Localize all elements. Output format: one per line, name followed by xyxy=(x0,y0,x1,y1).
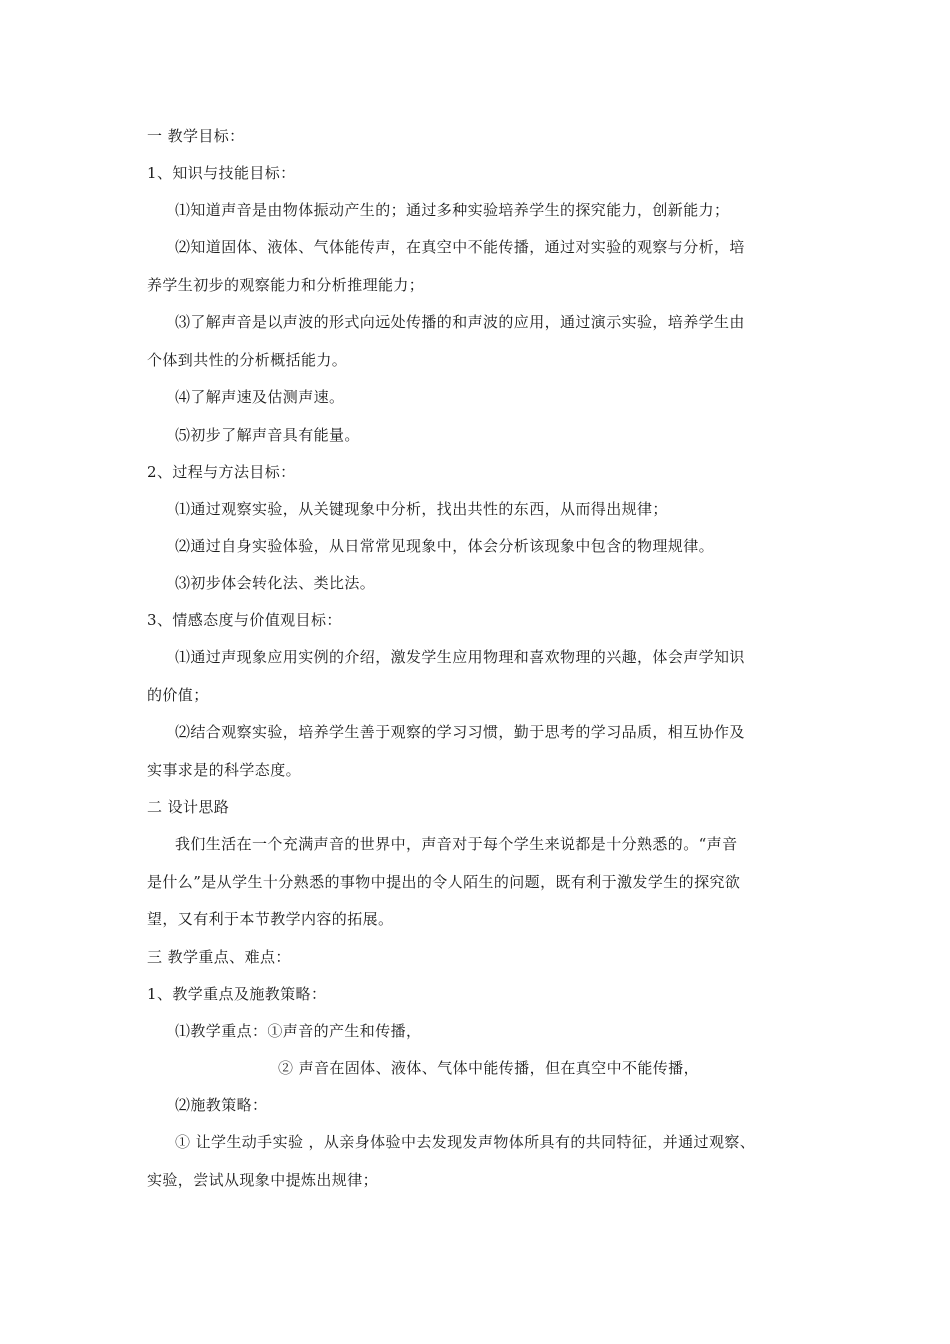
paragraph-line: ⑴通过观察实验，从关键现象中分析，找出共性的东西，从而得出规律； xyxy=(175,500,668,518)
paragraph-line: ⑵知道固体、液体、气体能传声，在真空中不能传播，通过对实验的观察与分析，培 xyxy=(175,238,745,256)
heading-key-difficult-points: 三 教学重点、难点： xyxy=(147,948,291,966)
paragraph-line: ⑷了解声速及估测声速。 xyxy=(175,388,345,406)
paragraph-line: 实事求是的科学态度。 xyxy=(147,761,302,779)
paragraph-line: 我们生活在一个充满声音的世界中，声音对于每个学生来说都是十分熟悉的。“声音 xyxy=(175,835,738,853)
subheading-key-points-strategy: 1、教学重点及施教策略： xyxy=(147,985,327,1003)
paragraph-line: ① 让学生动手实验 ，从亲身体验中去发现发声物体所具有的共同特征，并通过观察、 xyxy=(175,1133,756,1151)
paragraph-line: 实验，尝试从现象中提炼出规律； xyxy=(147,1171,379,1189)
paragraph-line: ⑴通过声现象应用实例的介绍，激发学生应用物理和喜欢物理的兴趣，体会声学知识 xyxy=(175,648,745,666)
paragraph-line: 的价值； xyxy=(147,686,209,704)
paragraph-line: 是什么”是从学生十分熟悉的事物中提出的令人陌生的问题，既有利于激发学生的探究欲 xyxy=(147,873,741,891)
heading-teaching-goals: 一 教学目标： xyxy=(147,127,245,145)
paragraph-line: ⑵通过自身实验体验，从日常常见现象中，体会分析该现象中包含的物理规律。 xyxy=(175,537,715,555)
subheading-process-method: 2、过程与方法目标： xyxy=(147,463,296,481)
paragraph-line: ⑸初步了解声音具有能量。 xyxy=(175,426,360,444)
paragraph-line: ⑴知道声音是由物体振动产生的；通过多种实验培养学生的探究能力，创新能力； xyxy=(175,201,730,219)
paragraph-line: 望，又有利于本节教学内容的拓展。 xyxy=(147,910,394,928)
paragraph-line: ② 声音在固体、液体、气体中能传播，但在真空中不能传播， xyxy=(278,1059,699,1077)
paragraph-line: ⑵结合观察实验，培养学生善于观察的学习习惯，勤于思考的学习品质，相互协作及 xyxy=(175,723,745,741)
paragraph-line: ⑵施教策略： xyxy=(175,1096,268,1114)
subheading-attitude-values: 3、情感态度与价值观目标： xyxy=(147,611,342,629)
paragraph-line: 个体到共性的分析概括能力。 xyxy=(147,351,348,369)
subheading-knowledge-skills: 1、知识与技能目标： xyxy=(147,164,296,182)
heading-design-idea: 二 设计思路 xyxy=(147,798,230,816)
paragraph-line: ⑶初步体会转化法、类比法。 xyxy=(175,574,376,592)
paragraph-line: ⑶了解声音是以声波的形式向远处传播的和声波的应用，通过演示实验，培养学生由 xyxy=(175,313,745,331)
paragraph-line: ⑴教学重点：①声音的产生和传播， xyxy=(175,1022,422,1040)
paragraph-line: 养学生初步的观察能力和分析推理能力； xyxy=(147,276,425,294)
